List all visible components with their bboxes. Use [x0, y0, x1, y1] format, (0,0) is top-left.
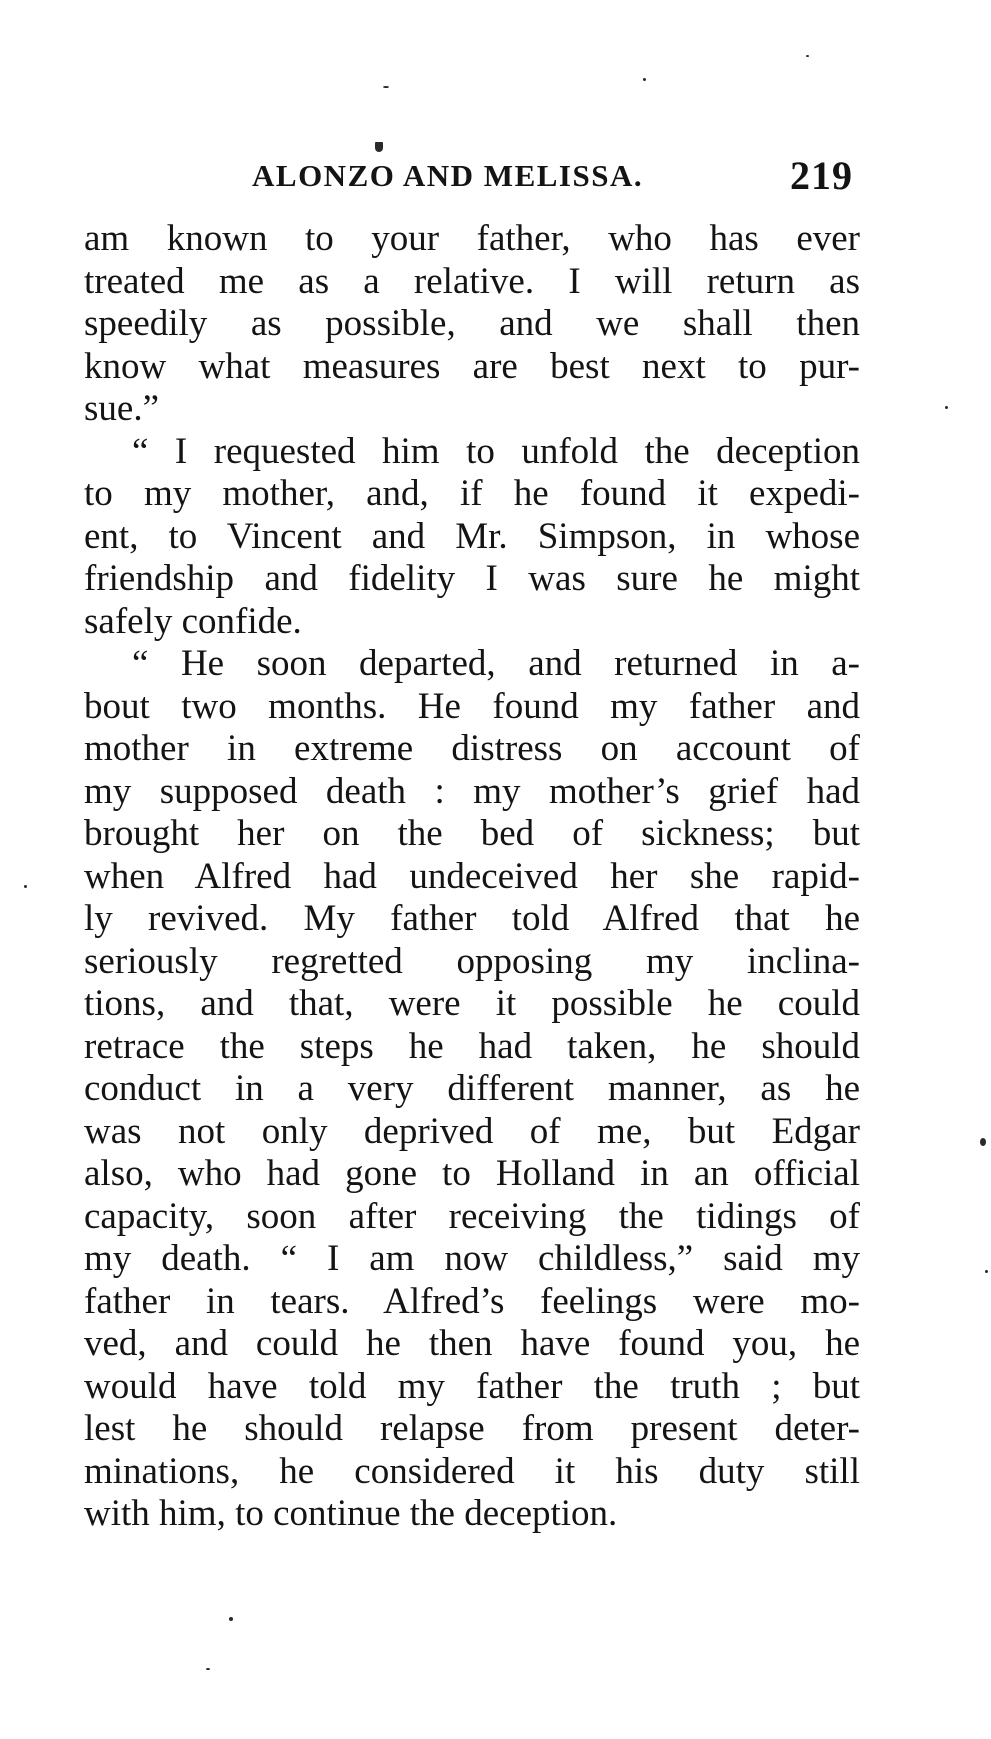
text-line: treated me as a relative. I will return as — [84, 260, 860, 302]
text-line: friendship and fidelity I was sure he might — [84, 558, 860, 599]
scan-speck — [229, 1617, 233, 1621]
scan-speck — [206, 1668, 210, 1670]
scan-speck — [24, 885, 27, 888]
text-line: was not only deprived of me, but Edgar — [84, 1110, 860, 1152]
scan-speck — [985, 1270, 988, 1273]
text-line: my death. “ I am now childless,” said my — [84, 1238, 860, 1279]
text-line: brought her on the bed of sickness; but — [84, 813, 860, 854]
page-number: 219 — [790, 153, 853, 198]
text-line: know what measures are best next to pur- — [84, 345, 860, 387]
text-line: speedily as possible, and we shall then — [84, 303, 860, 344]
text-line: would have told my father the truth ; but — [84, 1365, 860, 1407]
scan-speck — [806, 55, 809, 57]
text-line: tions, and that, were it possible he could — [84, 983, 860, 1024]
text-line: conduct in a very different manner, as he — [84, 1068, 860, 1109]
page-header — [0, 153, 991, 208]
text-line: my supposed death : my mother’s grief had — [84, 770, 860, 812]
text-line: ly revived. My father told Alfred that he — [84, 898, 860, 939]
text-line: sue.” — [84, 388, 159, 429]
text-line: ent, to Vincent and Mr. Simpson, in whose — [84, 515, 860, 557]
text-line: safely confide. — [84, 600, 302, 642]
text-line: to my mother, and, if he found it expedi- — [84, 473, 860, 514]
text-line: “ I requested him to unfold the deception — [132, 430, 860, 472]
text-line: minations, he considered it his duty still — [84, 1450, 860, 1492]
text-line: mother in extreme distress on account of — [84, 728, 860, 769]
scan-speck — [375, 142, 383, 152]
scan-speck — [945, 406, 948, 409]
text-line: capacity, soon after receiving the tidings of — [84, 1195, 860, 1237]
text-line: when Alfred had undeceived her she rapid- — [84, 855, 860, 897]
text-line: seriously regretted opposing my inclina- — [84, 940, 860, 982]
text-line: also, who had gone to Holland in an official — [84, 1153, 860, 1194]
scan-speck — [643, 78, 646, 81]
text-line: ved, and could he then have found you, he — [84, 1323, 860, 1364]
scan-speck — [383, 86, 389, 88]
text-line: bout two months. He found my father and — [84, 685, 860, 727]
text-line: with him, to continue the deception. — [84, 1493, 618, 1534]
running-title: ALONZO AND MELISSA. — [252, 158, 644, 193]
text-line: am known to your father, who has ever — [84, 218, 860, 259]
scan-speck — [980, 1138, 986, 1146]
body-text — [84, 218, 860, 1536]
text-line: “ He soon departed, and returned in a- — [132, 643, 860, 684]
text-line: retrace the steps he had taken, he should — [84, 1025, 860, 1067]
text-line: father in tears. Alfred’s feelings were mo- — [84, 1280, 860, 1322]
text-line: lest he should relapse from present deter- — [84, 1408, 860, 1449]
